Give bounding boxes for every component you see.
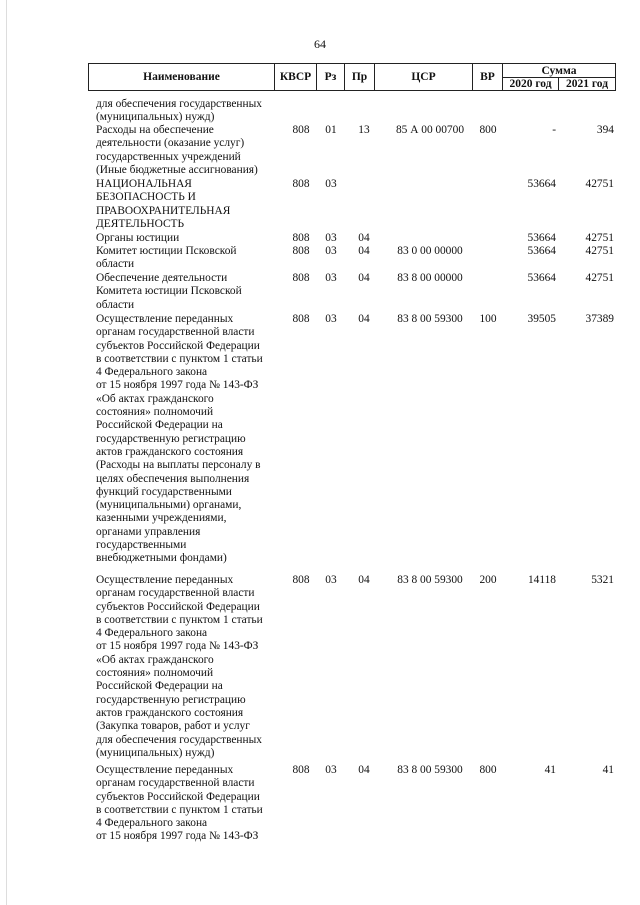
cell-2021: 394 [596,124,614,136]
cell-rz: 03 [325,232,337,244]
name-line: государственную регистрацию [96,432,246,445]
name-line: 4 Федерального закона [96,627,208,640]
name-line: государственную регистрацию [96,693,246,706]
header-csr: ЦСР [375,64,473,90]
name-line: (муниципальных) нужд) [96,111,215,124]
name-line: Осуществление переданных [96,764,234,776]
name-line: (муниципальными) органами, [96,499,242,512]
name-line: органам государственной власти [96,587,255,600]
name-line: 4 Федерального закона [96,366,208,379]
cell-name [96,574,286,760]
cell-name [96,232,286,245]
cell-csr: 83 0 00 00000 [397,245,463,257]
name-line: «Об актах гражданского [96,653,214,666]
cell-2021: 42751 [585,232,614,244]
cell-2021: 41 [602,764,614,776]
cell-vr: 800 [479,764,497,776]
name-line: Российской Федерации на [96,419,223,432]
page-number: 64 [314,37,326,51]
cell-vr: 200 [479,574,497,586]
cell-kvsr: 808 [292,272,310,284]
name-line: от 15 ноября 1997 года № 143-ФЗ [96,640,259,653]
cell-kvsr: 808 [292,313,310,325]
cell-vr: 100 [479,313,497,325]
cell-2020: - [552,124,556,136]
header-year-2021: 2021 год [565,77,609,90]
name-line: деятельности (оказание услуг) [96,137,245,150]
name-line: (Иные бюджетные ассигнования) [96,163,258,176]
cell-2020: 14118 [527,574,556,586]
name-line: государственных учреждений [96,150,241,163]
name-line: (муниципальных) нужд) [96,746,215,759]
cell-kvsr: 808 [292,764,310,776]
cell-2020: 53664 [527,245,556,257]
cell-2021: 5321 [591,574,614,586]
name-line: Расходы на обеспечение [96,124,214,136]
name-line: функций государственными [96,485,232,498]
cell-pr: 13 [358,124,370,136]
name-line: от 15 ноября 1997 года № 143-ФЗ [96,379,259,392]
cell-name [96,764,286,844]
cell-vr: 800 [479,124,497,136]
name-line: «Об актах гражданского [96,392,214,405]
header-year-2020: 2020 год [503,77,559,90]
name-line: казенными учреждениями, [96,512,227,525]
cell-2021: 37389 [585,313,614,325]
name-line: Комитета юстиции Псковской [96,285,242,298]
name-line: субъектов Российской Федерации [96,600,260,613]
cell-rz: 01 [325,124,337,136]
name-line: состояния» полномочий [96,406,214,419]
cell-rz: 03 [325,245,337,257]
cell-pr: 04 [358,232,370,244]
cell-2021: 42751 [585,178,614,190]
name-line: органам государственной власти [96,777,255,790]
cell-2020: 53664 [527,232,556,244]
cell-rz: 03 [325,574,337,586]
name-line: ПРАВООХРАНИТЕЛЬНАЯ [96,204,231,217]
cell-pr: 04 [358,245,370,257]
name-line: ДЕЯТЕЛЬНОСТЬ [96,217,185,230]
name-line: Органы юстиции [96,232,180,244]
cell-pr: 04 [358,764,370,776]
name-line: области [96,258,135,271]
name-line: для обеспечения государственных [96,98,262,110]
name-line: состояния» полномочий [96,667,214,680]
cell-pr: 04 [358,313,370,325]
cell-csr: 83 8 00 59300 [397,313,463,325]
cell-rz: 03 [325,313,337,325]
name-line: в соответствии с пунктом 1 статьи [96,613,263,626]
cell-csr: 83 8 00 00000 [397,272,463,284]
name-line: в соответствии с пунктом 1 статьи [96,352,263,365]
scan-edge-line [6,0,7,905]
name-line: актов гражданского состояния [96,706,244,719]
name-line: Российской Федерации на [96,680,223,693]
name-line: Осуществление переданных [96,574,234,586]
cell-2020: 39505 [527,313,556,325]
header-name: Наименование [89,64,275,90]
name-line: 4 Федерального закона [96,817,208,830]
cell-2020: 41 [544,764,556,776]
cell-kvsr: 808 [292,178,310,190]
header-rz: Рз [317,64,345,90]
name-line: целях обеспечения выполнения [96,472,250,485]
cell-csr: 85 А 00 00700 [395,124,465,136]
name-line: от 15 ноября 1997 года № 143-ФЗ [96,830,259,843]
cell-name [96,178,286,231]
name-line: органами управления [96,525,201,538]
name-line: субъектов Российской Федерации [96,339,260,352]
cell-pr: 04 [358,574,370,586]
cell-2021: 42751 [585,245,614,257]
name-line: для обеспечения государственных [96,733,262,746]
name-line: в соответствии с пунктом 1 статьи [96,803,263,816]
cell-name [96,245,286,272]
header-pr: Пр [345,64,375,90]
name-line: Комитет юстиции Псковской [96,245,237,257]
table-header [88,63,616,91]
name-line: актов гражданского состояния [96,445,244,458]
cell-2021: 42751 [585,272,614,284]
name-line: НАЦИОНАЛЬНАЯ [96,178,192,190]
name-line: Обеспечение деятельности [96,272,228,284]
cell-rz: 03 [325,764,337,776]
cell-name [96,272,286,312]
cell-csr: 83 8 00 59300 [397,574,463,586]
header-kvsr: КВСР [275,64,317,90]
cell-csr: 83 8 00 59300 [397,764,463,776]
name-line: БЕЗОПАСНОСТЬ И [96,191,196,204]
name-line: органам государственной власти [96,326,255,339]
cell-kvsr: 808 [292,232,310,244]
cell-2020: 53664 [527,178,556,190]
cell-kvsr: 808 [292,245,310,257]
name-line: (Расходы на выплаты персоналу в [96,459,261,472]
name-line: Осуществление переданных [96,313,234,325]
cell-name [96,98,286,125]
header-vr: ВР [473,64,503,90]
cell-kvsr: 808 [292,574,310,586]
header-sum: Сумма [503,64,615,78]
cell-2020: 53664 [527,272,556,284]
cell-rz: 03 [325,272,337,284]
cell-rz: 03 [325,178,337,190]
name-line: внебюджетными фондами) [96,552,227,565]
cell-name [96,124,286,177]
cell-pr: 04 [358,272,370,284]
cell-kvsr: 808 [292,124,310,136]
name-line: области [96,298,135,311]
name-line: субъектов Российской Федерации [96,790,260,803]
cell-name [96,313,286,566]
name-line: (Закупка товаров, работ и услуг [96,720,250,733]
name-line: государственными [96,539,187,552]
